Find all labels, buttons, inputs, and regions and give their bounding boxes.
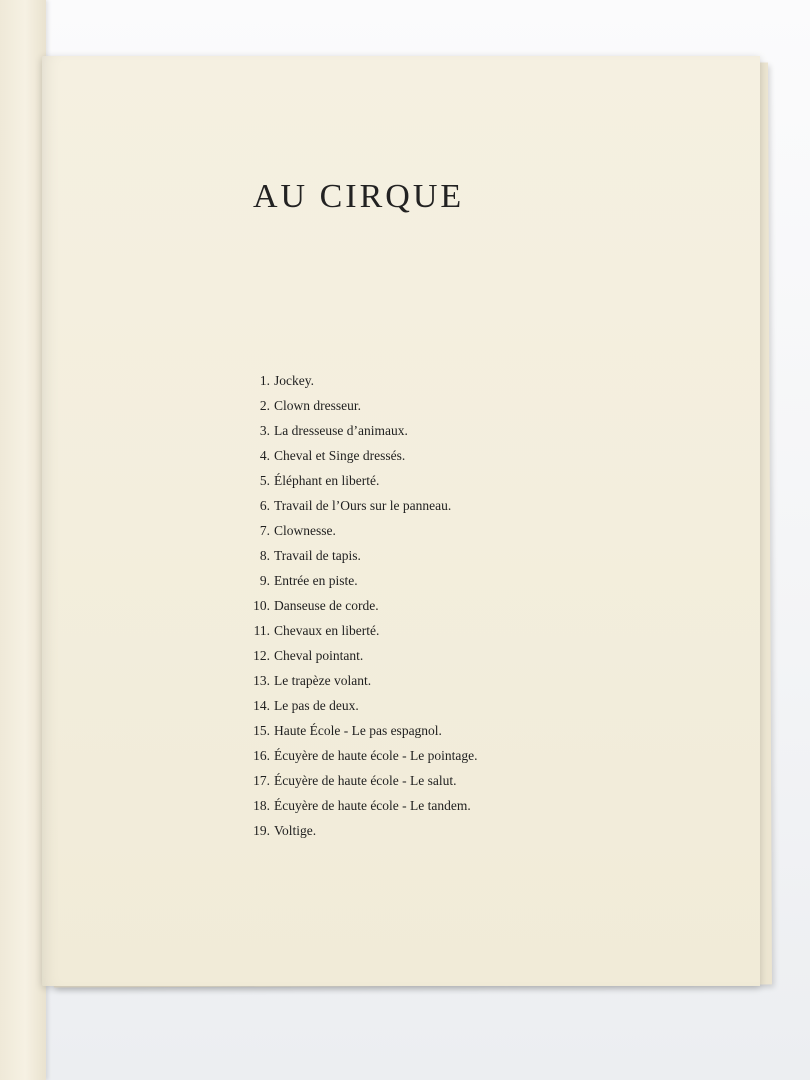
entry-number: 1. [259,373,270,388]
entry-title: Écuyère de haute école - Le salut. [274,773,457,788]
page-title: AU CIRQUE [253,178,465,215]
entry-title: Travail de l’Ours sur le panneau. [274,498,452,513]
entry-number: 8. [259,548,270,563]
book-page [42,56,760,986]
entry-title: Éléphant en liberté. [274,473,380,488]
list-item [242,818,478,843]
table-of-contents [242,368,478,843]
entry-number: 2. [259,398,270,413]
entry-title: Cheval pointant. [274,648,364,663]
book-cover-edge [0,0,46,1080]
list-item [242,418,478,443]
entry-title: La dresseuse d’animaux. [274,423,408,438]
entry-title: Le pas de deux. [274,698,359,713]
entry-number: 17. [253,773,270,788]
entry-number: 11. [253,623,270,638]
entry-title: Écuyère de haute école - Le tandem. [274,798,471,813]
list-item [242,543,478,568]
entry-title: Cheval et Singe dressés. [274,448,406,463]
list-item [242,768,478,793]
list-item [242,518,478,543]
entry-title: Le trapèze volant. [274,673,372,688]
entry-title: Travail de tapis. [274,548,361,563]
entry-title: Voltige. [274,823,317,838]
list-item [242,693,478,718]
entry-title: Écuyère de haute école - Le pointage. [274,748,478,763]
entry-title: Jockey. [274,373,314,388]
list-item [242,443,478,468]
entry-title: Entrée en piste. [274,573,358,588]
list-item [242,593,478,618]
entry-number: 3. [259,423,270,438]
list-item [242,643,478,668]
list-item [242,718,478,743]
entry-title: Haute École - Le pas espagnol. [274,723,442,738]
list-item [242,568,478,593]
entry-number: 12. [253,648,270,663]
list-item [242,493,478,518]
entry-title: Chevaux en liberté. [274,623,380,638]
entry-number: 5. [259,473,270,488]
entry-number: 15. [253,723,270,738]
entry-title: Clown dresseur. [274,398,361,413]
list-item [242,793,478,818]
list-item [242,393,478,418]
entry-title: Danseuse de corde. [274,598,379,613]
entry-number: 14. [253,698,270,713]
entry-title: Clownesse. [274,523,336,538]
list-item [242,743,478,768]
entry-number: 7. [259,523,270,538]
entry-number: 4. [259,448,270,463]
entry-number: 6. [259,498,270,513]
list-item [242,668,478,693]
list-item [242,468,478,493]
list-item [242,368,478,393]
list-item [242,618,478,643]
entry-number: 16. [253,748,270,763]
entry-number: 19. [253,823,270,838]
entry-number: 18. [253,798,270,813]
entry-number: 13. [253,673,270,688]
entry-number: 9. [259,573,270,588]
entry-number: 10. [253,598,270,613]
